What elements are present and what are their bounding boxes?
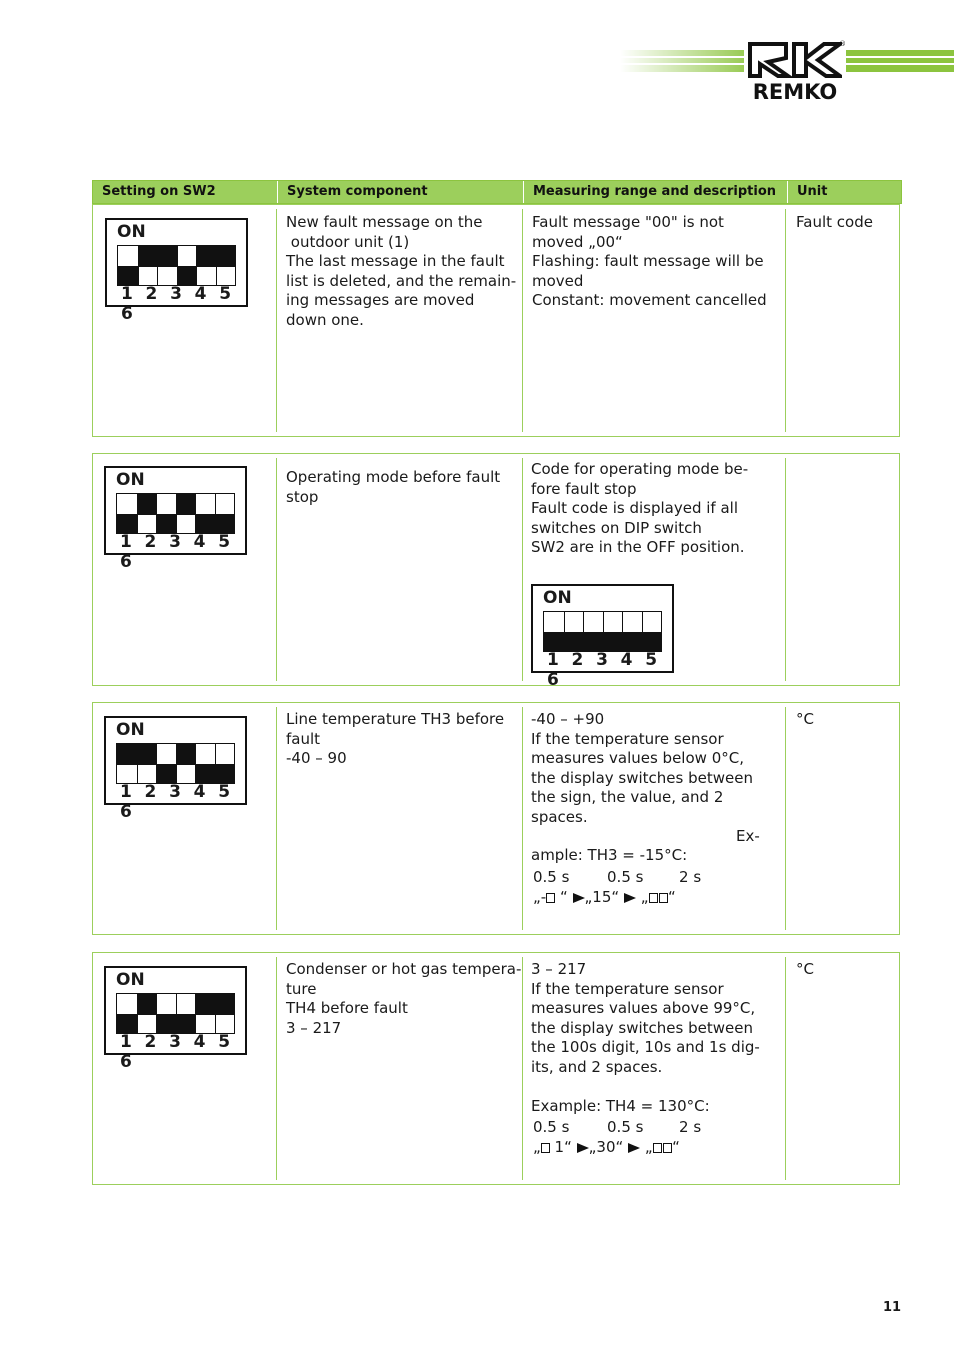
timing-1: 0.5 s (533, 868, 570, 886)
seq-spaces-open: „ (640, 888, 649, 906)
table-row (92, 204, 900, 437)
seq-spaces-open: „ (644, 1138, 653, 1156)
timing-2: 0.5 s (607, 868, 644, 886)
dip-lever (196, 764, 215, 784)
text-line: If the temperature sensor (531, 979, 724, 998)
unit-text: °C (796, 960, 814, 978)
description-text (531, 710, 781, 827)
example-ex: Ex- (736, 827, 760, 845)
text-line: the 100s digit, 10s and 1s dig- (531, 1038, 760, 1056)
unit-text: Fault code (796, 213, 873, 231)
dip-on-label: ON (116, 470, 145, 490)
dip-switch-1-off (117, 494, 137, 533)
dip-switch-2-on (137, 994, 157, 1033)
dip-switch-4-on (176, 744, 196, 783)
dip-on-label: ON (117, 222, 146, 242)
dip-switch-3-off (156, 994, 176, 1033)
text-line: Example: TH4 = 130°C: (531, 1096, 710, 1115)
dip-lever (138, 494, 157, 514)
dip-numbers: 1 2 3 4 5 6 (121, 284, 235, 324)
dip-lever (216, 514, 235, 534)
seq-spaces-close: “ (668, 888, 676, 906)
dip-switch-1-off (544, 612, 564, 651)
display-sequence (533, 1137, 680, 1157)
text-line: the sign, the value, and 2 (531, 788, 724, 806)
blank-digit-icon (663, 1143, 672, 1153)
dip-numbers: 1 2 3 4 5 6 (547, 650, 661, 690)
dip-switch-sw2 (104, 716, 247, 822)
text-line: stop (286, 487, 319, 506)
seq-spaces-close: “ (672, 1138, 680, 1156)
dip-lever (139, 246, 158, 266)
text-line: TH4 before fault (286, 999, 408, 1017)
text-line: 3 – 217 (286, 1018, 342, 1037)
dip-lever (138, 744, 157, 764)
seq-open: „ (533, 1138, 541, 1156)
dip-switch-1-on (117, 744, 137, 783)
dip-switch-sw2 (104, 466, 247, 572)
dip-on-label: ON (116, 720, 145, 740)
dip-lever (178, 266, 197, 286)
text-line: switches on DIP switch (531, 518, 702, 537)
blank-digit-icon (659, 893, 668, 903)
dip-switch-3-off (156, 494, 176, 533)
display-sequence (533, 887, 676, 907)
dip-lever (177, 494, 196, 514)
dip-switch-1-off (118, 246, 138, 285)
text-line (531, 1077, 781, 1097)
text-line: Fault code is displayed if all (531, 499, 738, 517)
dip-switch-6-on (216, 246, 236, 285)
dip-switch-6-off (642, 612, 662, 651)
component-text (286, 710, 518, 769)
unit-text: °C (796, 710, 814, 728)
dip-lever (544, 632, 564, 652)
seq-sign-close: “ (555, 888, 568, 906)
dip-switch-1-off (117, 994, 137, 1033)
dip-lever (565, 632, 584, 652)
arrow-right-icon (628, 1143, 640, 1153)
text-line: Fault message "00" is not (532, 213, 724, 231)
dip-switch-2-off (564, 612, 584, 651)
timing-row (533, 867, 701, 887)
dip-switch-grid (116, 743, 235, 784)
dip-switch-2-on (138, 246, 158, 285)
text-line: SW2 are in the OFF position. (531, 538, 745, 556)
text-line: its, and 2 spaces. (531, 1057, 663, 1076)
table-row (92, 702, 900, 935)
text-line: Flashing: fault message will be (532, 252, 764, 270)
dip-lever (138, 994, 157, 1014)
registered-mark: ® (839, 40, 846, 48)
table-row (92, 453, 900, 690)
dip-switch-4-on (176, 494, 196, 533)
dip-switch-grid (543, 611, 662, 652)
dip-switch-3-off (156, 744, 176, 783)
dip-lever (158, 246, 177, 266)
dip-switch-3-on (157, 246, 177, 285)
dip-on-label: ON (116, 970, 145, 990)
table-header (92, 180, 902, 204)
text-line: the display switches between (531, 1018, 753, 1037)
dip-switch-grid (117, 245, 236, 286)
dip-lever (217, 246, 236, 266)
text-line: Constant: movement cancelled (532, 291, 767, 309)
dip-switch-2-on (137, 494, 157, 533)
dip-lever (196, 514, 215, 534)
dip-switch-all-off (531, 584, 674, 690)
timing-3: 2 s (679, 868, 702, 886)
text-line: spaces. (531, 807, 588, 826)
dip-switch-3-off (583, 612, 603, 651)
text-line: Code for operating mode be- (531, 460, 749, 478)
dip-lever (196, 994, 215, 1014)
dip-switch-5-off (195, 494, 215, 533)
text-line: measures values below 0°C, (531, 749, 744, 767)
dip-on-label: ON (543, 588, 572, 608)
timing-3: 2 s (679, 1118, 702, 1136)
timing-row (533, 1117, 701, 1137)
dip-switch-6-off (215, 744, 235, 783)
text-line: Operating mode before fault (286, 468, 501, 486)
blank-digit-icon (541, 1143, 550, 1153)
description-text (531, 960, 781, 1116)
dip-numbers: 1 2 3 4 5 6 (120, 532, 234, 572)
text-line: ture (286, 979, 317, 998)
header-component: System component (277, 181, 523, 203)
dip-lever (157, 1014, 176, 1034)
seq-hundreds: 1“ (549, 1138, 572, 1156)
dip-switch-4-off (177, 246, 197, 285)
text-line: If the temperature sensor (531, 729, 724, 748)
brand-name: REMKO (752, 80, 838, 104)
dip-lever (117, 744, 137, 764)
component-text (286, 213, 518, 330)
seq-sign: „- (533, 888, 547, 906)
blank-digit-icon (649, 893, 658, 903)
timing-2: 0.5 s (607, 1118, 644, 1136)
header-unit: Unit (787, 181, 901, 203)
page-number: 11 (883, 1300, 902, 1315)
dip-lever (177, 744, 196, 764)
arrow-right-icon (624, 893, 636, 903)
dip-lever (584, 632, 603, 652)
blank-digit-icon (653, 1143, 662, 1153)
blank-digit-icon (546, 893, 555, 903)
text-line: moved „00“ (532, 232, 623, 251)
dip-switch-6-on (215, 994, 235, 1033)
dip-lever (177, 1014, 196, 1034)
description-text (531, 460, 781, 558)
text-line: moved (532, 271, 584, 290)
dip-switch-2-on (137, 744, 157, 783)
text-line: The last message in the fault (286, 252, 505, 270)
arrow-right-icon (573, 893, 585, 903)
dip-switch-4-off (603, 612, 623, 651)
dip-switch-grid (116, 493, 235, 534)
dip-switch-grid (116, 993, 235, 1034)
dip-lever (157, 764, 176, 784)
text-line: fore fault stop (531, 479, 637, 498)
text-line: New fault message on the (286, 213, 483, 231)
dip-lever (117, 514, 137, 534)
table-row (92, 952, 900, 1185)
description-text (532, 213, 782, 311)
text-line: list is deleted, and the remain- (286, 271, 517, 290)
dip-numbers: 1 2 3 4 5 6 (120, 782, 234, 822)
text-line: outdoor unit (1) (286, 232, 410, 251)
seq-value: „15“ (584, 888, 620, 906)
remko-logo-mark (748, 42, 842, 78)
dip-numbers: 1 2 3 4 5 6 (120, 1032, 234, 1072)
text-line: measures values above 99°C, (531, 999, 756, 1017)
dip-lever (216, 764, 235, 784)
dip-lever (604, 632, 623, 652)
dip-lever (643, 632, 662, 652)
arrow-right-icon (577, 1143, 589, 1153)
dip-switch-5-on (196, 246, 216, 285)
text-line: -40 – 90 (286, 749, 347, 767)
seq-value: „30“ (588, 1138, 624, 1156)
dip-lever (118, 266, 138, 286)
dip-lever (197, 246, 216, 266)
dip-lever (216, 994, 235, 1014)
remko-logo (744, 40, 846, 104)
example-label: ample: TH3 = -15°C: (531, 846, 688, 864)
text-line: -40 – +90 (531, 710, 605, 728)
dip-switch-6-off (215, 494, 235, 533)
text-line: 3 – 217 (531, 960, 587, 978)
header-setting: Setting on SW2 (102, 184, 216, 199)
text-line: the display switches between (531, 768, 753, 787)
dip-switch-sw2 (104, 966, 247, 1072)
text-line: Condenser or hot gas tempera- (286, 960, 522, 978)
dip-lever (623, 632, 642, 652)
dip-switch-5-on (195, 994, 215, 1033)
dip-lever (157, 514, 176, 534)
component-text (286, 468, 518, 507)
text-line: down one. (286, 310, 364, 329)
text-line: ing messages are moved (286, 291, 475, 309)
dip-switch-5-off (195, 744, 215, 783)
component-text (286, 960, 522, 1038)
header-description: Measuring range and description (523, 181, 787, 203)
dip-switch-4-off (176, 994, 196, 1033)
timing-1: 0.5 s (533, 1118, 570, 1136)
dip-lever (117, 1014, 137, 1034)
dip-switch-5-off (622, 612, 642, 651)
text-line: fault (286, 729, 321, 748)
text-line: Line temperature TH3 before (286, 710, 505, 728)
dip-switch-sw2 (105, 218, 248, 324)
